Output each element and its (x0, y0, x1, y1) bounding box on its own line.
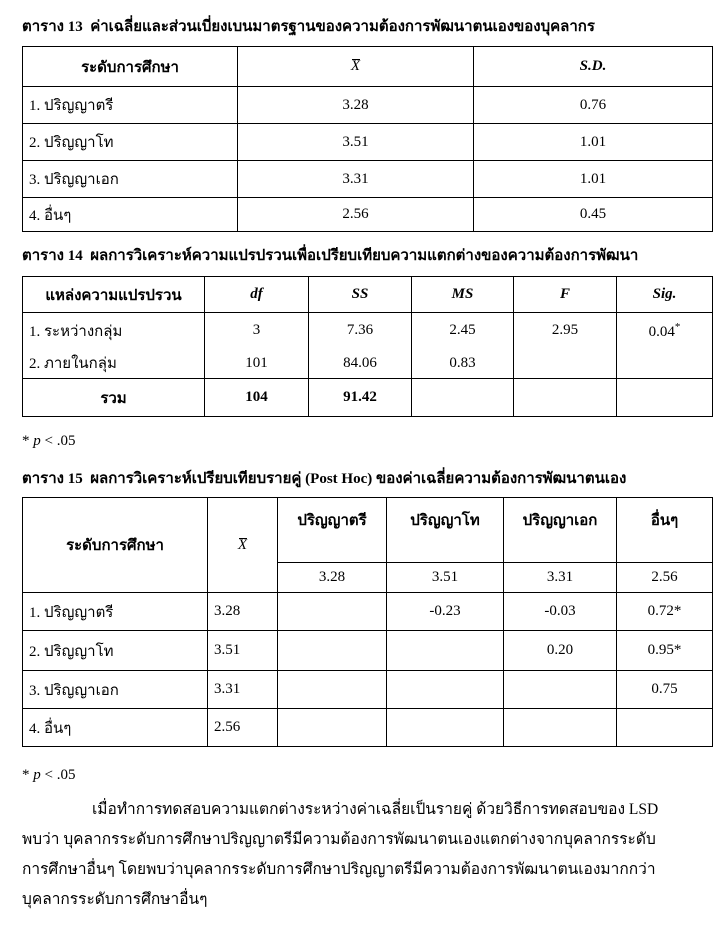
table15 (22, 497, 713, 747)
table14-caption (22, 243, 638, 267)
cell-diff (278, 671, 387, 709)
cell-source: 2. ภายในกลุ่ม (23, 349, 205, 379)
cell-level: 3. ปริญญาเอก (23, 161, 238, 198)
col-mean-master: 3.51 (387, 563, 504, 593)
cell-total-df: 104 (205, 379, 309, 417)
table-header-row (23, 47, 713, 87)
cell-diff (387, 709, 504, 747)
cell-mean: 3.31 (238, 161, 474, 198)
cell-level: 1. ปริญญาตรี (23, 593, 208, 631)
table14 (22, 276, 713, 417)
cell-f: 2.95 (514, 313, 617, 349)
paragraph-line: พบว่า บุคลากรระดับการศึกษาปริญญาตรีมีความต้องการพัฒนาตนเองแตกต่างจากบุคลากรระดับ (22, 831, 656, 848)
header-f: F (514, 277, 617, 313)
cell-mean: 2.56 (208, 709, 278, 747)
header-variance-source: แหล่งความแปรปรวน (23, 277, 205, 313)
table-row (23, 87, 713, 124)
table15-note (22, 767, 75, 784)
cell-f (514, 349, 617, 379)
cell-diff (504, 671, 617, 709)
table-header-row (23, 277, 713, 313)
table15-caption-label: ตาราง 15 (22, 471, 83, 487)
col-mean-bachelor: 3.28 (278, 563, 387, 593)
cell-empty (412, 379, 514, 417)
cell-level: 4. อื่นๆ (23, 709, 208, 747)
header-master: ปริญญาโท (387, 498, 504, 563)
cell-diff (617, 709, 713, 747)
cell-diff: 0.75 (617, 671, 713, 709)
cell-df: 3 (205, 313, 309, 349)
col-mean-doctorate: 3.31 (504, 563, 617, 593)
table-row (23, 198, 713, 232)
table14-caption-text: ผลการวิเคราะห์ความแปรปรวนเพื่อเปรียบเทียบความแตกต่างของความต้องการพัฒนา (90, 248, 639, 264)
cell-diff (387, 671, 504, 709)
mean-symbol: X (237, 536, 248, 553)
note-p: p (33, 433, 41, 449)
cell-diff: -0.23 (387, 593, 504, 631)
cell-diff (278, 709, 387, 747)
cell-ss: 7.36 (309, 313, 412, 349)
table-total-row (23, 379, 713, 417)
cell-mean: 3.51 (238, 124, 474, 161)
cell-sig (617, 313, 713, 349)
sig-value: 0.04 (648, 323, 675, 340)
header-sig: Sig. (617, 277, 713, 313)
note-p: p (33, 767, 41, 783)
note-rest: < .05 (44, 767, 76, 783)
table-row (23, 631, 713, 671)
header-mean (208, 498, 278, 593)
header-sd: S.D. (474, 47, 713, 87)
cell-mean: 2.56 (238, 198, 474, 232)
paragraph-line: การศึกษาอื่นๆ โดยพบว่าบุคลากรระดับการศึกษาปริญญาตรีมีความต้องการพัฒนาตนเองมากกว่า (22, 861, 656, 878)
cell-level: 3. ปริญญาเอก (23, 671, 208, 709)
result-paragraph (22, 795, 712, 915)
header-df: df (205, 277, 309, 313)
cell-diff (387, 631, 504, 671)
cell-diff: 0.20 (504, 631, 617, 671)
cell-total-ss: 91.42 (309, 379, 412, 417)
cell-source: 1. ระหว่างกลุ่ม (23, 313, 205, 349)
table15-caption-text: ผลการวิเคราะห์เปรียบเทียบรายคู่ (Post Hoc) ของค่าเฉลี่ยความต้องการพัฒนาตนเอง (90, 471, 627, 487)
table-row (23, 709, 713, 747)
cell-empty (514, 379, 617, 417)
header-education-level: ระดับการศึกษา (23, 47, 238, 87)
paragraph-line: บุคลากรระดับการศึกษาอื่นๆ (22, 891, 208, 908)
cell-diff: -0.03 (504, 593, 617, 631)
col-mean-other: 2.56 (617, 563, 713, 593)
cell-mean: 3.28 (238, 87, 474, 124)
cell-mean: 3.28 (208, 593, 278, 631)
table-row (23, 593, 713, 631)
significance-mark: * (674, 320, 681, 333)
cell-level: 1. ปริญญาตรี (23, 87, 238, 124)
header-doctorate: ปริญญาเอก (504, 498, 617, 563)
cell-empty (617, 379, 713, 417)
table13-caption-label: ตาราง 13 (22, 19, 83, 35)
cell-sig (617, 349, 713, 379)
cell-diff (278, 593, 387, 631)
cell-level: 2. ปริญญาโท (23, 124, 238, 161)
table13-caption (22, 14, 595, 38)
cell-ms: 0.83 (412, 349, 514, 379)
table-row (23, 349, 713, 379)
note-star: * (22, 433, 30, 449)
cell-df: 101 (205, 349, 309, 379)
cell-diff (278, 631, 387, 671)
cell-level: 4. อื่นๆ (23, 198, 238, 232)
cell-diff (504, 709, 617, 747)
header-ms: MS (412, 277, 514, 313)
note-rest: < .05 (44, 433, 76, 449)
header-bachelor: ปริญญาตรี (278, 498, 387, 563)
header-education-level: ระดับการศึกษา (23, 498, 208, 593)
header-other: อื่นๆ (617, 498, 713, 563)
table-row (23, 313, 713, 349)
cell-level: 2. ปริญญาโท (23, 631, 208, 671)
cell-sd: 1.01 (474, 124, 713, 161)
table13-caption-text: ค่าเฉลี่ยและส่วนเบี่ยงเบนมาตรฐานของความต้องการพัฒนาตนเองของบุคลากร (90, 19, 595, 35)
table-row (23, 161, 713, 198)
cell-sd: 0.76 (474, 87, 713, 124)
table14-note (22, 433, 75, 450)
cell-sd: 0.45 (474, 198, 713, 232)
header-ss: SS (309, 277, 412, 313)
mean-symbol: X (350, 58, 361, 74)
table13 (22, 46, 713, 232)
paragraph-line: เมื่อทำการทดสอบความแตกต่างระหว่างค่าเฉลี่ยเป็นรายคู่ ด้วยวิธีการทดสอบของ LSD (92, 801, 659, 818)
cell-mean: 3.31 (208, 671, 278, 709)
cell-sd: 1.01 (474, 161, 713, 198)
table14-caption-label: ตาราง 14 (22, 248, 83, 264)
note-star: * (22, 767, 30, 783)
cell-ss: 84.06 (309, 349, 412, 379)
header-mean (238, 47, 474, 87)
cell-diff: 0.95* (617, 631, 713, 671)
cell-diff: 0.72* (617, 593, 713, 631)
cell-mean: 3.51 (208, 631, 278, 671)
cell-ms: 2.45 (412, 313, 514, 349)
table-row (23, 671, 713, 709)
cell-total-label: รวม (23, 379, 205, 417)
table15-caption (22, 466, 626, 490)
table-row (23, 124, 713, 161)
table-header-row (23, 498, 713, 563)
